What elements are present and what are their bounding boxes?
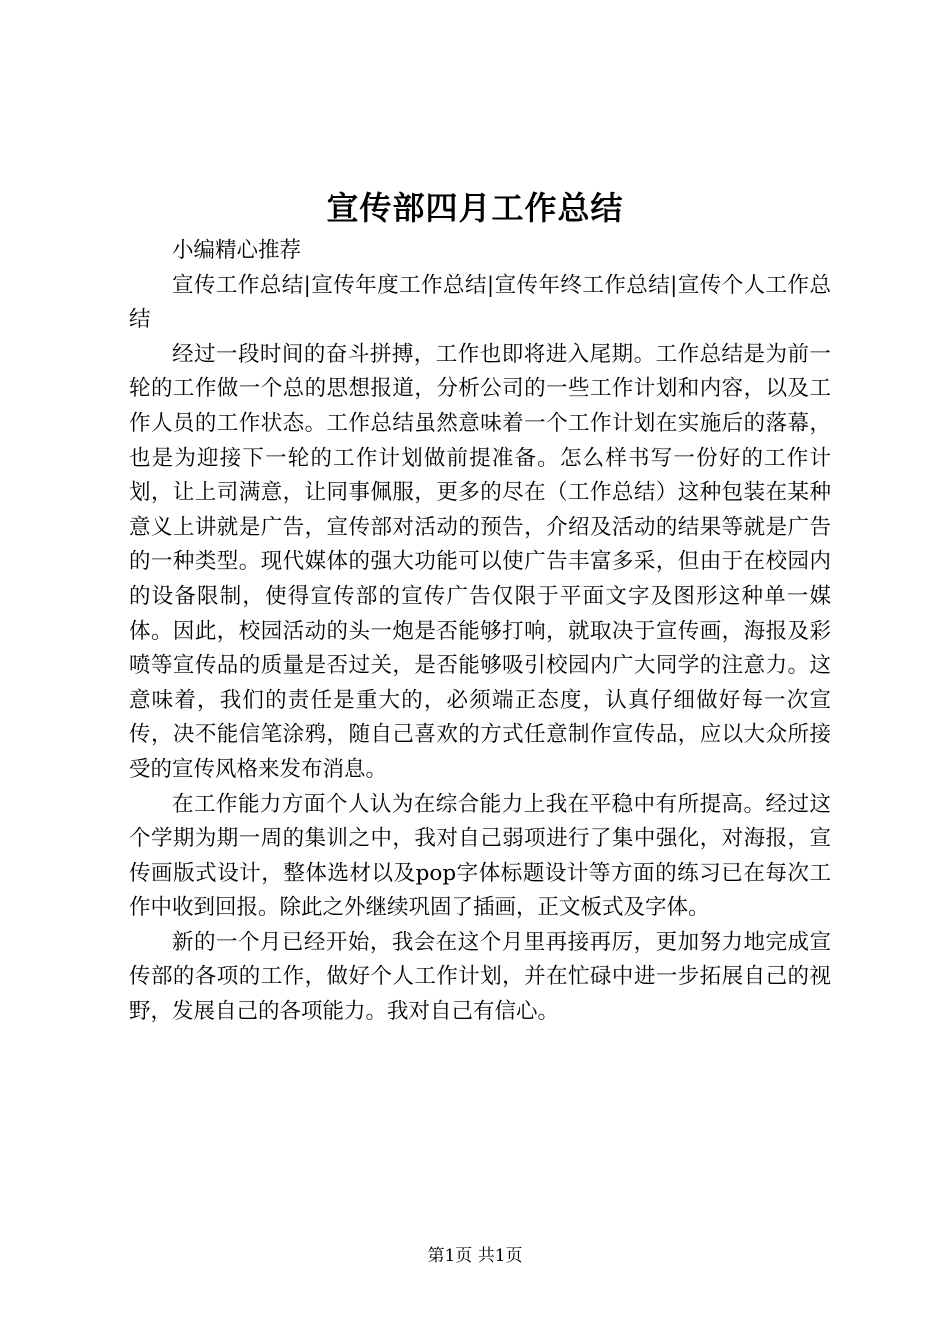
paragraph-recommendation: 小编精心推荐: [172, 238, 302, 263]
document-title: 宣传部四月工作总结: [326, 189, 624, 227]
paragraph-outlook: 新的一个月已经开始，我会在这个月里再接再厉，更加努力地完成宣传部的各项的工作，做好个人工作计划，并在忙碌中进一步拓展自己的视野，发展自己的各项能力。我对自己有信心。: [129, 929, 831, 1025]
document-body: [129, 234, 831, 1030]
paragraph-main-summary: 经过一段时间的奋斗拼搏，工作也即将进入尾期。工作总结是为前一轮的工作做一个总的思想报道，分析公司的一些工作计划和内容，以及工作人员的工作状态。工作总结虽然意味着一个工作计划在实施后的落幕，也是为迎接下一轮的工作计划做前提准备。怎么样书写一份好的工作计划，让上司满意，让同事佩服，更多的尽在（工作总结）这种包装在某种意义上讲就是广告，宣传部对活动的预告，介绍及活动的结果等就是广告的一种类型。现代媒体的强大功能可以使广告丰富多采，但由于在校园内的设备限制，使得宣传部的宣传广告仅限于平面文字及图形这种单一媒体。因此，校园活动的头一炮是否能够打响，就取决于宣传画，海报及彩喷等宣传品的质量是否过关，是否能够吸引校园内广大同学的注意力。这意味着，我们的责任是重大的，必须端正态度，认真仔细做好每一次宣传，决不能信笔涂鸦，随自己喜欢的方式任意制作宣传品，应以大众所接受的宣传风格来发布消息。: [129, 341, 831, 782]
paragraph-related-links: 宣传工作总结|宣传年度工作总结|宣传年终工作总结|宣传个人工作总结: [129, 272, 831, 333]
paragraph-ability: 在工作能力方面个人认为在综合能力上我在平稳中有所提高。经过这个学期为期一周的集训之中，我对自己弱项进行了集中强化，对海报，宣传画版式设计，整体选材以及pop字体标题设计等方面的练习已在每次工作中收到回报。除此之外继续巩固了插画，正文板式及字体。: [129, 791, 831, 921]
page-number-footer: 第1页 共1页: [427, 1246, 523, 1266]
